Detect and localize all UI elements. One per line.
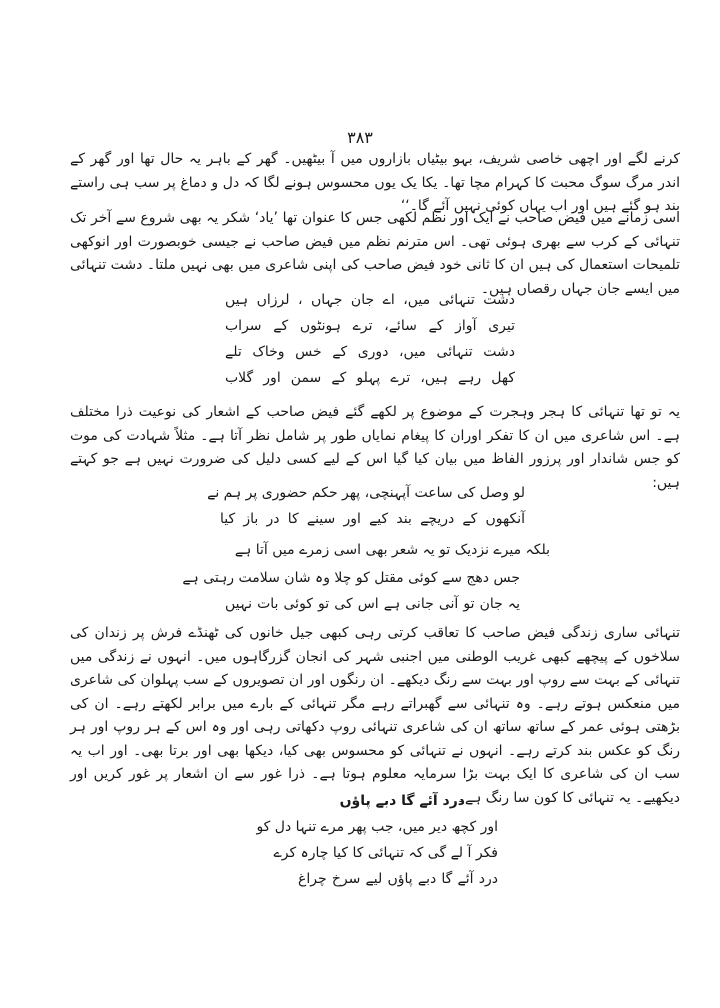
verse-line: یہ جان تو آنی جانی ہے اس کی تو کوئی بات نہیں xyxy=(225,596,520,612)
verse-block-2 xyxy=(207,480,525,532)
verse-line: درد آئے گا دبے پاؤں لیے سرخ چراغ xyxy=(298,871,498,887)
paragraph-2-text: اسی زمانے میں فیض صاحب نے ایک اور نظم لکھی جس کا عنوان تھا ’یاد‘ شکر یہ بھی شروع سے آخر تک تنہائی کے کرب سے بھری ہوئی تھی۔ اس مترنم نظم میں فیض صاحب نے جیسی خوبصورت اور انوکھی تلمیحات استعمال کی ہیں ان کا ثانی خود فیض صاحب کی اپنی شاعری میں بھی نہیں ملتا۔ دشت تنہائی میں ایسے جان جہاں رقصاں ہیں۔ xyxy=(70,210,680,297)
paragraph-4-text: تنہائی ساری زندگی فیض صاحب کا تعاقب کرتی رہی کبھی جیل خانوں کی ٹھنڈے فرش پر زندان کی سلاخوں کے پیچھے کبھی غریب الوطنی میں اجنبی شہر کی انجان گزرگاہوں میں۔ انہوں نے زندگی میں تنہائی کے بہت سے روپ اور بہت سے رنگ دیکھے۔ ان رنگوں اور ان تصویروں کے سب پہلوان کی شاعری میں منعکس ہوتے رہے۔ وہ تنہائی سے گھبراتے رہے مگر تنہائی کے بارے میں برابر لکھتے رہے۔ ان کی بڑھتی ہوئی عمر کے ساتھ ساتھ ان کی شاعری تنہائی روپ دکھاتی رہی اور وہ اس کے ہر روپ اور ہر رنگ کو عکس بند کرتے رہے۔ انہوں نے تنہائی کو محسوس بھی کیا، دیکھا بھی اور برتا بھی۔ اور اب یہ سب ان کی شاعری کا ایک بہت بڑا سرمایہ معلوم ہوتا ہے۔ ذرا غور سے ان اشعار پر غور کریں اور دیکھیے۔ یہ تنہائی کا کون سا رنگ ہے۔ xyxy=(70,625,681,806)
verse-line: لو وصل کی ساعت آپہنچی، پھر حکم حضوری پر ہم نے xyxy=(207,485,525,501)
verse-line: دشت تنہائی میں، اے جان جہاں ، لرزاں ہیں xyxy=(225,292,515,308)
verse-line: دشت تنہائی میں، دوری کے خس وخاک تلے xyxy=(225,344,515,360)
poem-heading: درد آئے گا دبے پاؤں xyxy=(339,793,465,809)
verse-line: آنکھوں کے دریچے بند کیے اور سینے کا در باز کیا xyxy=(220,511,525,527)
verse-line: اور کچھ دیر میں، جب پھر مرے تنہا دل کو xyxy=(256,819,498,835)
verse-block-3 xyxy=(182,565,520,617)
verse-line: تیری آواز کے سائے، ترے ہونٹوں کے سراب xyxy=(225,318,515,334)
verse-block-1 xyxy=(225,287,515,391)
verse-line: فکر آ لے گی کہ تنہائی کا کیا چارہ کرے xyxy=(273,845,498,861)
verse-block-4 xyxy=(256,814,498,892)
paragraph-4 xyxy=(70,622,680,810)
page-number: ۳۸۳ xyxy=(347,128,373,147)
note-line: بلکہ میرے نزدیک تو یہ شعر بھی اسی زمرے میں آتا ہے xyxy=(234,542,550,558)
verse-line: جس دھج سے کوئی مقتل کو چلا وہ شان سلامت رہتی ہے xyxy=(182,570,520,586)
paragraph-3-text: یہ تو تھا تنہائی کا ہجر وہجرت کے موضوع پر لکھے گئے فیض صاحب کے اشعار کی نوعیت ذرا مختلف ہے۔ اس شاعری میں ان کا تفکر اوران کا پیغام نمایاں طور پر شامل نظر آتا ہے۔ مثلاً شہادت کی موت کو جس شاندار اور پرزور الفاظ میں بیان کیا گیا اس کے لیے کسی دلیل کی ضرورت نہیں ہے جو کہتے ہیں: xyxy=(70,404,680,491)
paragraph-1-text: کرنے لگے اور اچھی خاصی شریف، بہو بیٹیاں بازاروں میں آ بیٹھیں۔ گھر کے باہر یہ حال تھا اور گھر کے اندر مرگ سوگ محبت کا کہرام مچا تھا۔ یکا یک یوں محسوس ہونے لگا کہ دل و دماغ پر سب ہی راستے بند ہو گئے ہیں اور اب یہاں کوئی نہیں آئے گا۔‘‘ xyxy=(70,151,680,214)
verse-line: کھل رہے ہیں، ترے پہلو کے سمن اور گلاب xyxy=(225,370,515,386)
